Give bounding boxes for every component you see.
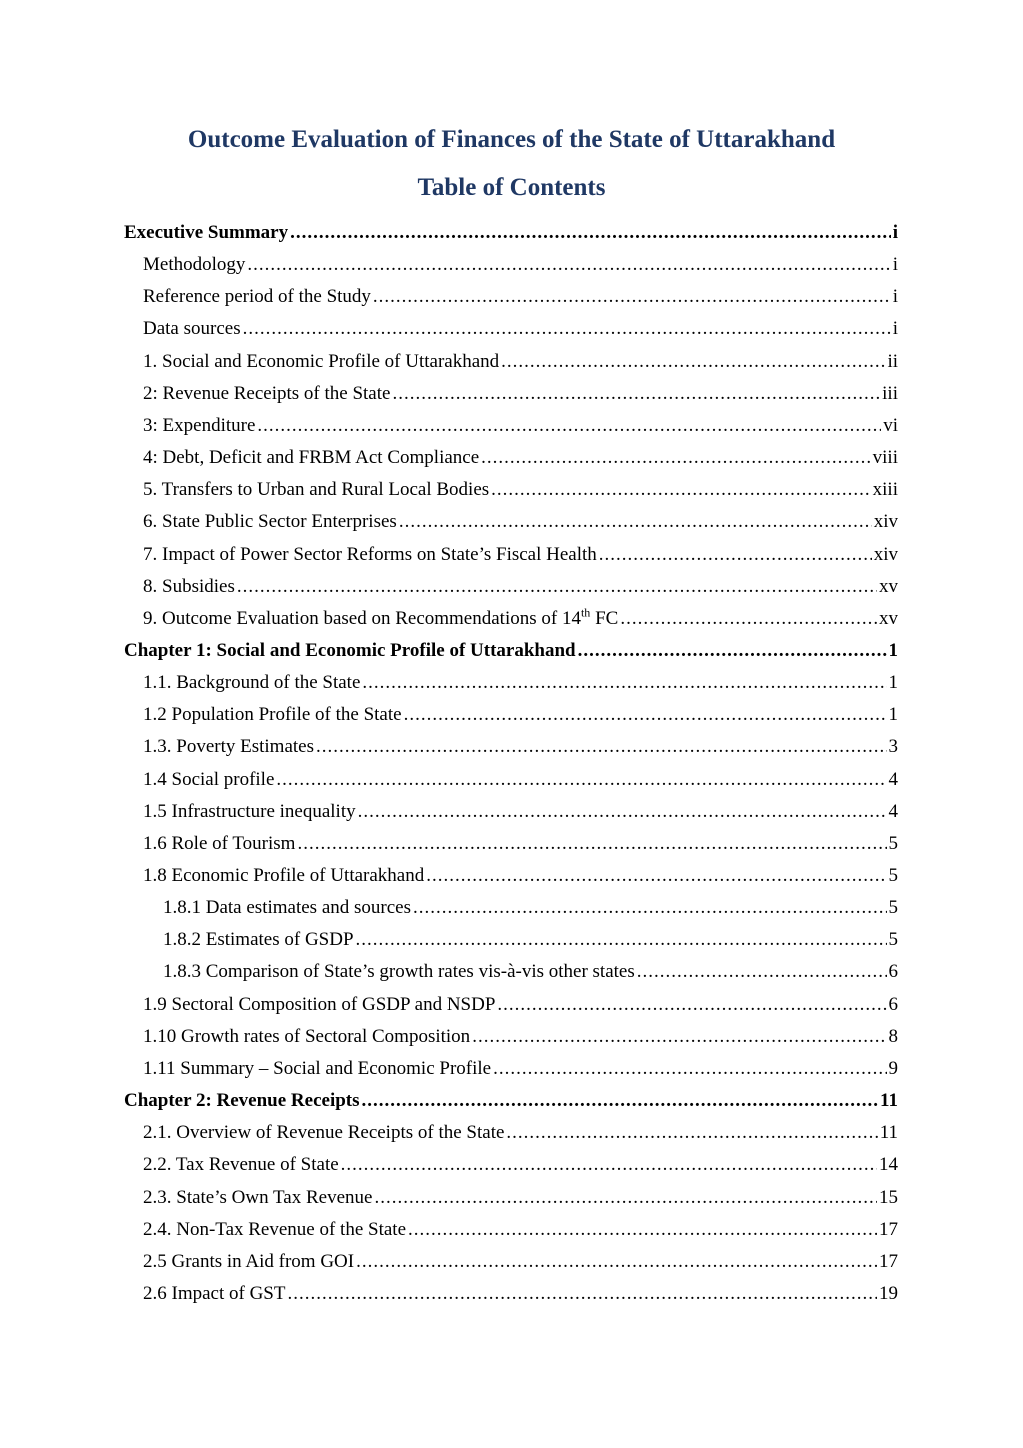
toc-heading: Table of Contents xyxy=(417,174,606,201)
toc-dot-leader xyxy=(472,1022,886,1052)
toc-entry-page-number: 5 xyxy=(888,865,898,886)
toc-entry[interactable] xyxy=(143,604,898,634)
toc-entry-title xyxy=(143,572,235,602)
toc-entry-title-text: Executive Summary xyxy=(124,222,289,243)
toc-entry-title xyxy=(143,829,295,859)
toc-dot-leader xyxy=(358,797,887,827)
toc-entry[interactable] xyxy=(143,347,898,377)
toc-entry[interactable] xyxy=(143,1054,898,1084)
toc-entry-page-number: xv xyxy=(879,575,898,597)
toc-entry[interactable] xyxy=(143,700,898,730)
toc-entry-title xyxy=(143,1022,470,1052)
toc-entry-page-number: xv xyxy=(879,607,898,629)
toc-dot-leader xyxy=(362,668,886,698)
toc-entry-title xyxy=(143,475,489,505)
toc-dot-leader xyxy=(493,1054,886,1084)
toc-entry-page-number: xiv xyxy=(873,511,898,533)
toc-entry-page-number: 17 xyxy=(879,1250,898,1272)
toc-entry-page-number: i xyxy=(892,318,898,340)
toc-entry[interactable] xyxy=(143,1183,898,1213)
toc-entry-title-text: 1.4 Social profile xyxy=(143,768,275,790)
toc-entry-title xyxy=(163,957,635,987)
toc-entry-title-text: 8. Subsidies xyxy=(143,575,235,597)
toc-entry[interactable] xyxy=(143,282,898,312)
toc-entry-page-number: 4 xyxy=(888,800,898,822)
toc-entry-title-text: Chapter 1: Social and Economic Profile of Uttarakhand xyxy=(124,639,576,661)
toc-entry-title-text: 1.3. Poverty Estimates xyxy=(143,736,314,758)
toc-entry-page-number: 14 xyxy=(879,1154,898,1176)
toc-entry[interactable] xyxy=(143,1247,898,1277)
toc-dot-leader xyxy=(599,540,872,570)
toc-entry-page-number: 1 xyxy=(888,672,898,694)
toc-entry-title xyxy=(143,1118,504,1148)
toc-entry-title-text: 1.8.3 Comparison of State’s growth rates vis-à-vis other states xyxy=(163,961,635,983)
toc-entry-title-text: Methodology xyxy=(143,254,246,276)
toc-entry-page-number: i xyxy=(892,254,898,276)
toc-entry-title-text: 6. State Public Sector Enterprises xyxy=(143,511,397,533)
toc-dot-leader xyxy=(497,990,886,1020)
toc-entry-title xyxy=(124,218,288,248)
toc-entry-page-number: i xyxy=(892,222,898,243)
toc-dot-leader xyxy=(341,1150,877,1180)
toc-entry-title-text: 3: Expenditure xyxy=(143,414,256,436)
toc-dot-leader xyxy=(356,1247,877,1277)
toc-entry-page-number: 9 xyxy=(888,1057,898,1079)
toc-entry-title xyxy=(143,668,360,698)
toc-entry-title-text: 1.10 Growth rates of Sectoral Composition xyxy=(143,1025,471,1047)
toc-entry[interactable] xyxy=(163,893,898,923)
toc-entry[interactable] xyxy=(163,957,898,987)
toc-entry-page-number: xiv xyxy=(873,543,898,565)
toc-entry-title-text: 1.1. Background of the State xyxy=(143,672,361,694)
toc-entry-title-text: 9. Outcome Evaluation based on Recommendations of 14 xyxy=(143,607,581,629)
toc-dot-leader xyxy=(620,604,877,634)
toc-entry-title-text: 1.2 Population Profile of the State xyxy=(143,704,402,726)
toc-dot-leader xyxy=(392,379,880,409)
toc-entry-title xyxy=(143,797,356,827)
toc-entry[interactable] xyxy=(143,507,898,537)
toc-dot-leader xyxy=(257,411,881,441)
toc-entry[interactable] xyxy=(124,218,898,248)
toc-entry-title-text: Reference period of the Study xyxy=(143,286,371,308)
toc-entry[interactable] xyxy=(124,1086,898,1116)
toc-entry[interactable] xyxy=(143,572,898,602)
toc-entry[interactable] xyxy=(143,797,898,827)
toc-entry[interactable] xyxy=(143,379,898,409)
toc-entry-title xyxy=(143,604,618,634)
toc-entry[interactable] xyxy=(143,1150,898,1180)
toc-entry[interactable] xyxy=(163,925,898,955)
toc-dot-leader xyxy=(404,700,887,730)
toc-entry-page-number: 11 xyxy=(879,1122,898,1144)
toc-dot-leader xyxy=(290,218,891,248)
toc-entry[interactable] xyxy=(143,861,898,891)
toc-entry-title-text: 1.8 Economic Profile of Uttarakhand xyxy=(143,865,425,886)
toc-dot-leader xyxy=(413,893,887,923)
toc-entry-title-text: 2.3. State’s Own Tax Revenue xyxy=(143,1186,373,1208)
toc-entry-title xyxy=(143,1215,406,1245)
toc-entry-title-text: Data sources xyxy=(143,318,241,340)
toc-dot-leader xyxy=(373,282,891,312)
toc-entry-title-text: 2.1. Overview of Revenue Receipts of the State xyxy=(143,1122,505,1144)
toc-entry[interactable] xyxy=(143,250,898,280)
toc-entry-page-number: vi xyxy=(883,414,898,436)
toc-dot-leader xyxy=(362,1086,879,1116)
toc-entry[interactable] xyxy=(143,1279,898,1309)
toc-dot-leader xyxy=(297,829,886,859)
toc-entry-title xyxy=(143,861,424,891)
toc-entry-title-text: 1.5 Infrastructure inequality xyxy=(143,800,356,822)
toc-entry[interactable] xyxy=(143,411,898,441)
toc-entry[interactable] xyxy=(143,732,898,762)
toc-entry-page-number: 5 xyxy=(888,832,898,854)
toc-entry-title-text: 2.4. Non-Tax Revenue of the State xyxy=(143,1218,407,1240)
toc-entry-page-number: iii xyxy=(882,382,898,404)
toc-entry-title-text: 1. Social and Economic Profile of Uttarakhand xyxy=(143,350,500,372)
toc-entry-page-number: 8 xyxy=(888,1025,898,1047)
toc-entry-title-text: 2.2. Tax Revenue of State xyxy=(143,1154,339,1176)
toc-entry-title-text: 1.11 Summary – Social and Economic Profile xyxy=(143,1057,492,1079)
toc-entry[interactable] xyxy=(143,475,898,505)
toc-entry-page-number: 4 xyxy=(888,768,898,790)
toc-entry-title xyxy=(143,250,245,280)
toc-entry[interactable] xyxy=(143,443,898,473)
toc-entry-title xyxy=(143,379,390,409)
toc-entry-title xyxy=(143,1054,491,1084)
toc-entry-title xyxy=(143,1183,372,1213)
toc-entry-title xyxy=(143,443,479,473)
toc-entry-page-number: 3 xyxy=(888,736,898,758)
toc-dot-leader xyxy=(637,957,887,987)
toc-entry-title xyxy=(143,990,495,1020)
toc-entry-title xyxy=(143,411,255,441)
toc-entry[interactable] xyxy=(143,540,898,570)
toc-entry-page-number: 1 xyxy=(888,704,898,726)
toc-entry-page-number: 6 xyxy=(888,961,898,983)
toc-entry-title xyxy=(143,314,241,344)
toc-entry-page-number: viii xyxy=(872,447,898,469)
toc-entry-title xyxy=(143,540,597,570)
toc-entry-page-number: i xyxy=(892,286,898,308)
toc-entry-page-number: 19 xyxy=(879,1282,898,1304)
toc-entry-title xyxy=(143,1279,285,1309)
toc-entry-page-number: ii xyxy=(887,350,898,372)
toc-entry-title-text: 1.8.1 Data estimates and sources xyxy=(163,897,411,919)
toc-entry-page-number: 15 xyxy=(879,1186,898,1208)
toc-entry-title-text: 1.6 Role of Tourism xyxy=(143,832,296,854)
toc-entry-title xyxy=(124,1086,360,1116)
document-title: Outcome Evaluation of Finances of the State of Uttarakhand xyxy=(187,126,836,153)
toc-entry[interactable] xyxy=(143,1022,898,1052)
toc-dot-leader xyxy=(408,1215,877,1245)
toc-dot-leader xyxy=(426,861,886,891)
toc-dot-leader xyxy=(506,1118,877,1148)
toc-entry-title xyxy=(163,893,411,923)
toc-entry[interactable] xyxy=(143,1118,898,1148)
toc-dot-leader xyxy=(491,475,870,505)
toc-entry-title-text: 1.8.2 Estimates of GSDP xyxy=(163,929,354,951)
toc-entry-title-text: 2.5 Grants in Aid from GOI xyxy=(143,1250,355,1272)
toc-dot-leader xyxy=(276,765,886,795)
toc-dot-leader xyxy=(578,636,887,666)
toc-entry-title-suffix: FC xyxy=(590,607,619,629)
toc-dot-leader xyxy=(374,1183,877,1213)
toc-entry-title-text: 7. Impact of Power Sector Reforms on State’s Fiscal Health xyxy=(143,543,597,565)
toc-entry[interactable] xyxy=(143,765,898,795)
toc-entry-title xyxy=(143,732,314,762)
toc-entry-title-text: 5. Transfers to Urban and Rural Local Bodies xyxy=(143,479,490,501)
toc-entry[interactable] xyxy=(143,1215,898,1245)
toc-entry-title-text: 2.6 Impact of GST xyxy=(143,1282,286,1304)
toc-dot-leader xyxy=(356,925,887,955)
toc-entry-title-text: 4: Debt, Deficit and FRBM Act Compliance xyxy=(143,447,480,469)
toc-dot-leader xyxy=(243,314,891,344)
toc-dot-leader xyxy=(501,347,885,377)
toc-entry[interactable] xyxy=(143,314,898,344)
toc-entry[interactable] xyxy=(143,668,898,698)
toc-entry-title xyxy=(143,347,499,377)
toc-dot-leader xyxy=(237,572,877,602)
toc-dot-leader xyxy=(247,250,890,280)
toc-entry-title xyxy=(143,282,371,312)
toc-entry[interactable] xyxy=(143,990,898,1020)
toc-dot-leader xyxy=(316,732,887,762)
toc-dot-leader xyxy=(287,1279,877,1309)
toc-entry-page-number: 1 xyxy=(888,639,898,661)
toc-dot-leader xyxy=(399,507,872,537)
toc-entry-title xyxy=(143,700,402,730)
toc-entry[interactable] xyxy=(124,636,898,666)
toc-entry-title xyxy=(143,765,274,795)
toc-entry-page-number: 5 xyxy=(888,929,898,951)
toc-entry-title xyxy=(124,636,576,666)
toc-entry[interactable] xyxy=(143,829,898,859)
toc-entry-title xyxy=(163,925,354,955)
toc-entry-page-number: 6 xyxy=(888,993,898,1015)
toc-entry-page-number: 11 xyxy=(880,1090,898,1112)
toc-dot-leader xyxy=(481,443,871,473)
toc-entry-page-number: xiii xyxy=(872,479,898,501)
toc-entry-title xyxy=(143,1247,354,1277)
toc-entry-page-number: 17 xyxy=(879,1218,898,1240)
toc-entry-superscript: th xyxy=(580,605,591,620)
toc-entry-title-text: 1.9 Sectoral Composition of GSDP and NSDP xyxy=(143,993,496,1015)
toc-entry-title-text: 2: Revenue Receipts of the State xyxy=(143,382,391,404)
toc-entry-title xyxy=(143,507,397,537)
toc-entry-title xyxy=(143,1150,339,1180)
toc-entry-title-text: Chapter 2: Revenue Receipts xyxy=(124,1090,360,1112)
toc-entry-page-number: 5 xyxy=(888,897,898,919)
